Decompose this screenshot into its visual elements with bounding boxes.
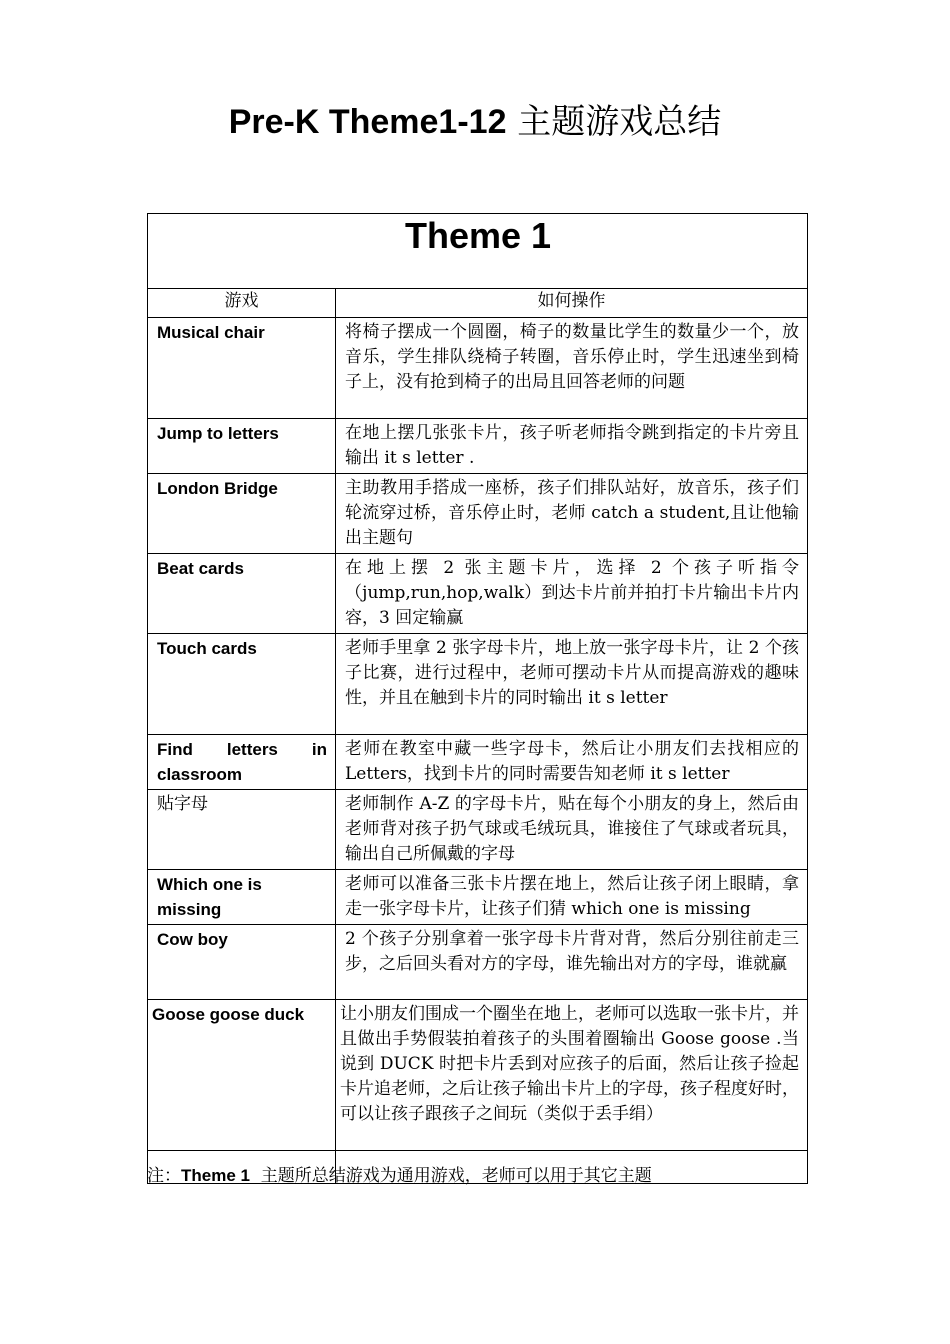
table-row: [148, 474, 808, 554]
game-description: 老师手里拿 2 张字母卡片，地上放一张字母卡片，让 2 个孩子比赛，进行过程中，老师可摆动卡片从而提高游戏的趣味性，并且在触到卡片的同时输出 it s letter: [336, 634, 808, 735]
game-name: Musical chair: [148, 318, 336, 419]
game-name: Goose goose duck: [148, 1000, 336, 1151]
column-header-how: 如何操作: [336, 289, 808, 318]
document-title: [0, 100, 950, 144]
table-row: [148, 925, 808, 1000]
column-header-game: 游戏: [148, 289, 336, 318]
game-description: 老师制作 A-Z 的字母卡片，贴在每个小朋友的身上，然后由老师背对孩子扔气球或毛绒玩具，谁接住了气球或者玩具，输出自己所佩戴的字母: [336, 790, 808, 870]
game-description: 老师在教室中藏一些字母卡，然后让小朋友们去找相应的 Letters，找到卡片的同时需要告知老师 it s letter: [336, 735, 808, 790]
games-table: [147, 213, 808, 1184]
footnote-text: 主题所总结游戏为通用游戏，老师可以用于其它主题: [249, 1166, 652, 1186]
game-name: Jump to letters: [148, 419, 336, 474]
game-name: Beat cards: [148, 554, 336, 634]
footnote-prefix: 注：: [147, 1166, 181, 1186]
game-name: 贴字母: [148, 790, 336, 870]
table-row: [148, 634, 808, 735]
game-description: 主助教用手搭成一座桥，孩子们排队站好，放音乐，孩子们轮流穿过桥，音乐停止时，老师 catch a student,且让他输出主题句: [336, 474, 808, 554]
title-chinese: 主题游戏总结: [517, 102, 722, 142]
table-row: [148, 870, 808, 925]
game-description: 让小朋友们围成一个圈坐在地上，老师可以选取一张卡片，并且做出手势假装拍着孩子的头围着圈输出 Goose goose .当说到 DUCK 时把卡片丢到对应孩子的后面，然后让孩子捡起卡片追老师，之后让孩子输出卡片上的字母，孩子程度好时，可以让孩子跟孩子之间玩（类似于丢手绢）: [336, 1000, 808, 1151]
table-row: [148, 790, 808, 870]
game-description: 将椅子摆成一个圆圈，椅子的数量比学生的数量少一个，放音乐，学生排队绕椅子转圈，音乐停止时，学生迅速坐到椅子上，没有抢到椅子的出局且回答老师的问题: [336, 318, 808, 419]
game-name: Touch cards: [148, 634, 336, 735]
title-english: Pre-K Theme1-12: [228, 103, 507, 141]
table-row: [148, 735, 808, 790]
table-row: [148, 554, 808, 634]
table-row: [148, 318, 808, 419]
game-description: 在地上摆几张张卡片，孩子听老师指令跳到指定的卡片旁且输出 it s letter .: [336, 419, 808, 474]
game-name: Cow boy: [148, 925, 336, 1000]
game-name: Which one is missing: [148, 870, 336, 925]
theme-row: [148, 214, 808, 289]
game-description: 2 个孩子分别拿着一张字母卡片背对背，然后分别往前走三步，之后回头看对方的字母，谁先输出对方的字母，谁就赢: [336, 925, 808, 1000]
theme-heading: Theme 1: [148, 214, 808, 289]
game-description: 老师可以准备三张卡片摆在地上，然后让孩子闭上眼睛，拿走一张字母卡片，让孩子们猜 which one is missing: [336, 870, 808, 925]
game-description: 在地上摆 2 张主题卡片，选择 2 个孩子听指令（jump,run,hop,walk）到达卡片前并拍打卡片输出卡片内容，3 回定输赢: [336, 554, 808, 634]
footnote: [147, 1163, 652, 1189]
game-name: London Bridge: [148, 474, 336, 554]
table-row: [148, 1000, 808, 1151]
header-row: [148, 289, 808, 318]
game-name: Find letters in classroom: [148, 735, 336, 790]
table-row: [148, 419, 808, 474]
footnote-theme: Theme 1: [181, 1166, 250, 1185]
